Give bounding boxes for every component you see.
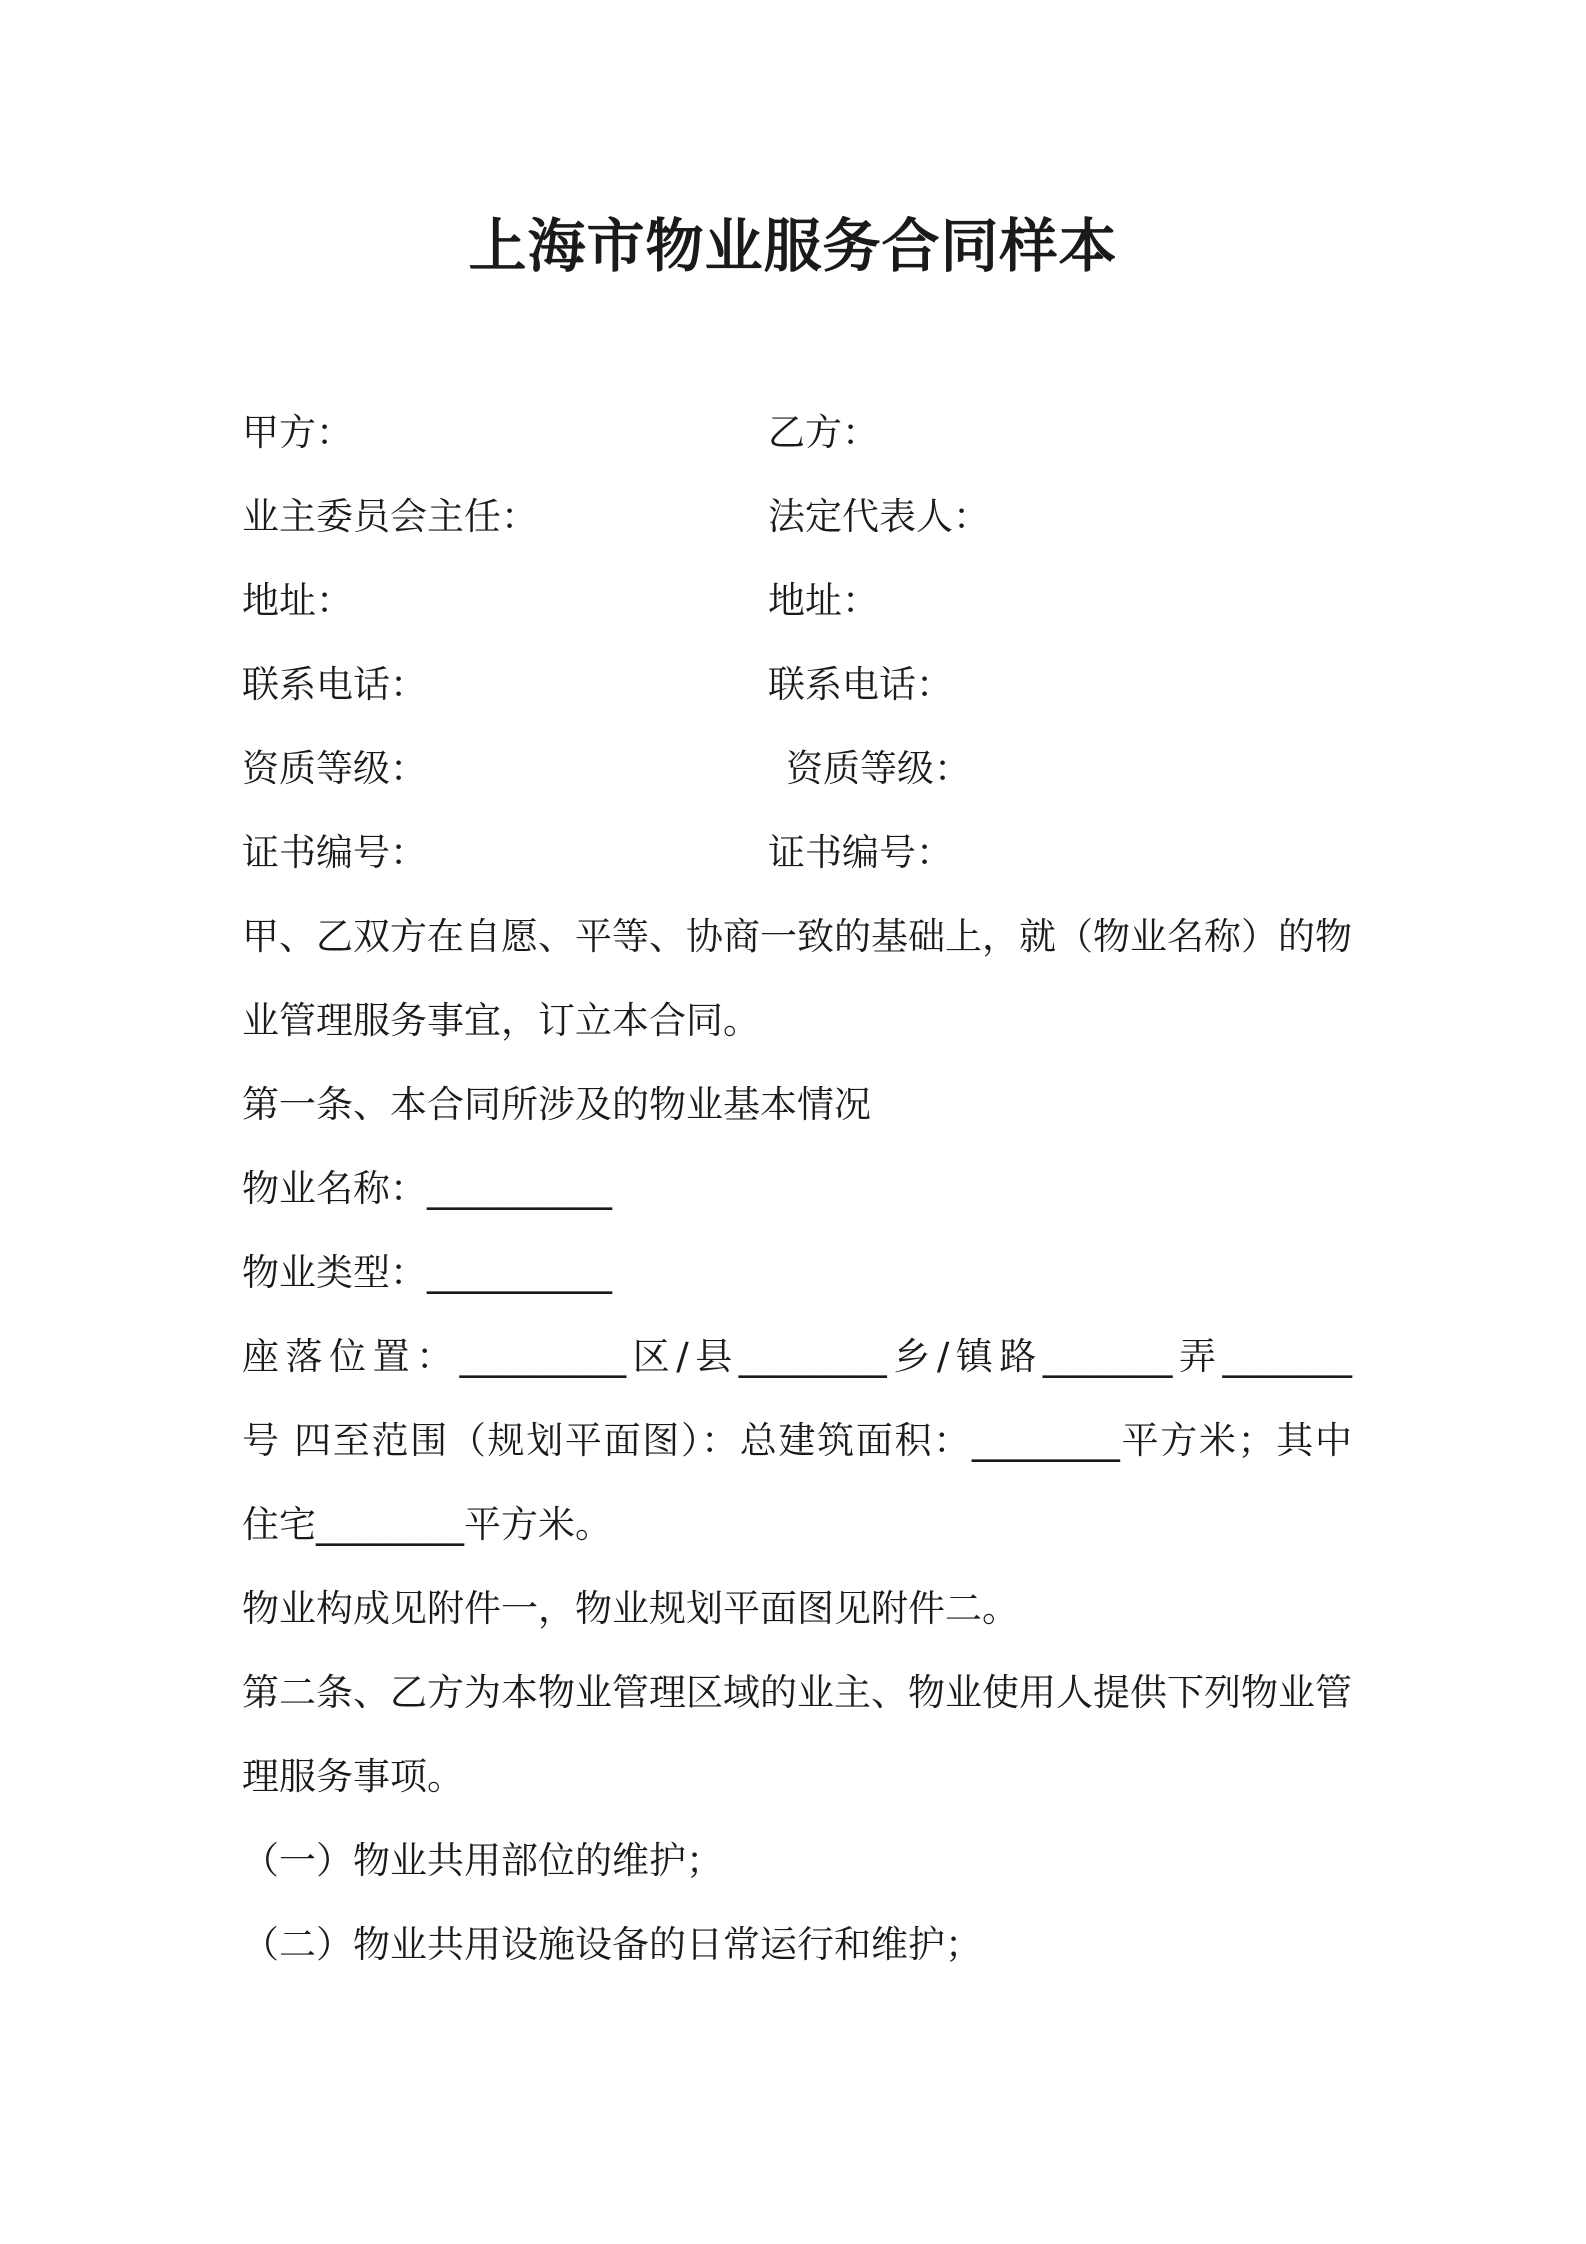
party-b-certificate-label: 证书编号： (768, 831, 953, 874)
party-b-phone-label: 联系电话： (768, 663, 953, 706)
owners-committee-director-label: 业主委员会主任： (242, 495, 538, 538)
party-a-address-label: 地址： (242, 579, 353, 622)
party-b-qualification-label: 资质等级： (786, 747, 971, 790)
property-annex-note: 物业构成见附件一，物业规划平面图见附件二。 (242, 1587, 1019, 1630)
residential-area-field: 住宅________平方米。 (242, 1503, 612, 1546)
preamble-line-1: 甲、乙双方在自愿、平等、协商一致的基础上，就（物业名称）的物 (242, 915, 1352, 958)
property-type-field: 物业类型：__________ (242, 1251, 612, 1294)
property-area-field: 号 四至范围（规划平面图）：总建筑面积：________平方米；其中 (242, 1419, 1352, 1462)
party-a-phone-label: 联系电话： (242, 663, 427, 706)
property-location-field: 座落位置：_________区/县________乡/镇路_______弄_______ (242, 1335, 1352, 1378)
article-2-line-1: 第二条、乙方为本物业管理区域的业主、物业使用人提供下列物业管 (242, 1671, 1352, 1714)
legal-representative-label: 法定代表人： (768, 495, 990, 538)
article-1-heading: 第一条、本合同所涉及的物业基本情况 (242, 1083, 871, 1126)
party-b-address-label: 地址： (768, 579, 879, 622)
party-a-label: 甲方： (242, 411, 353, 454)
document-title: 上海市物业服务合同样本 (468, 212, 1118, 280)
service-item-2: （二）物业共用设施设备的日常运行和维护； (242, 1923, 982, 1966)
article-2-line-2: 理服务事项。 (242, 1755, 464, 1798)
party-b-label: 乙方： (768, 411, 879, 454)
party-a-qualification-label: 资质等级： (242, 747, 427, 790)
preamble-line-2: 业管理服务事宜，订立本合同。 (242, 999, 760, 1042)
property-name-field: 物业名称：__________ (242, 1167, 612, 1210)
service-item-1: （一）物业共用部位的维护； (242, 1839, 723, 1882)
party-a-certificate-label: 证书编号： (242, 831, 427, 874)
